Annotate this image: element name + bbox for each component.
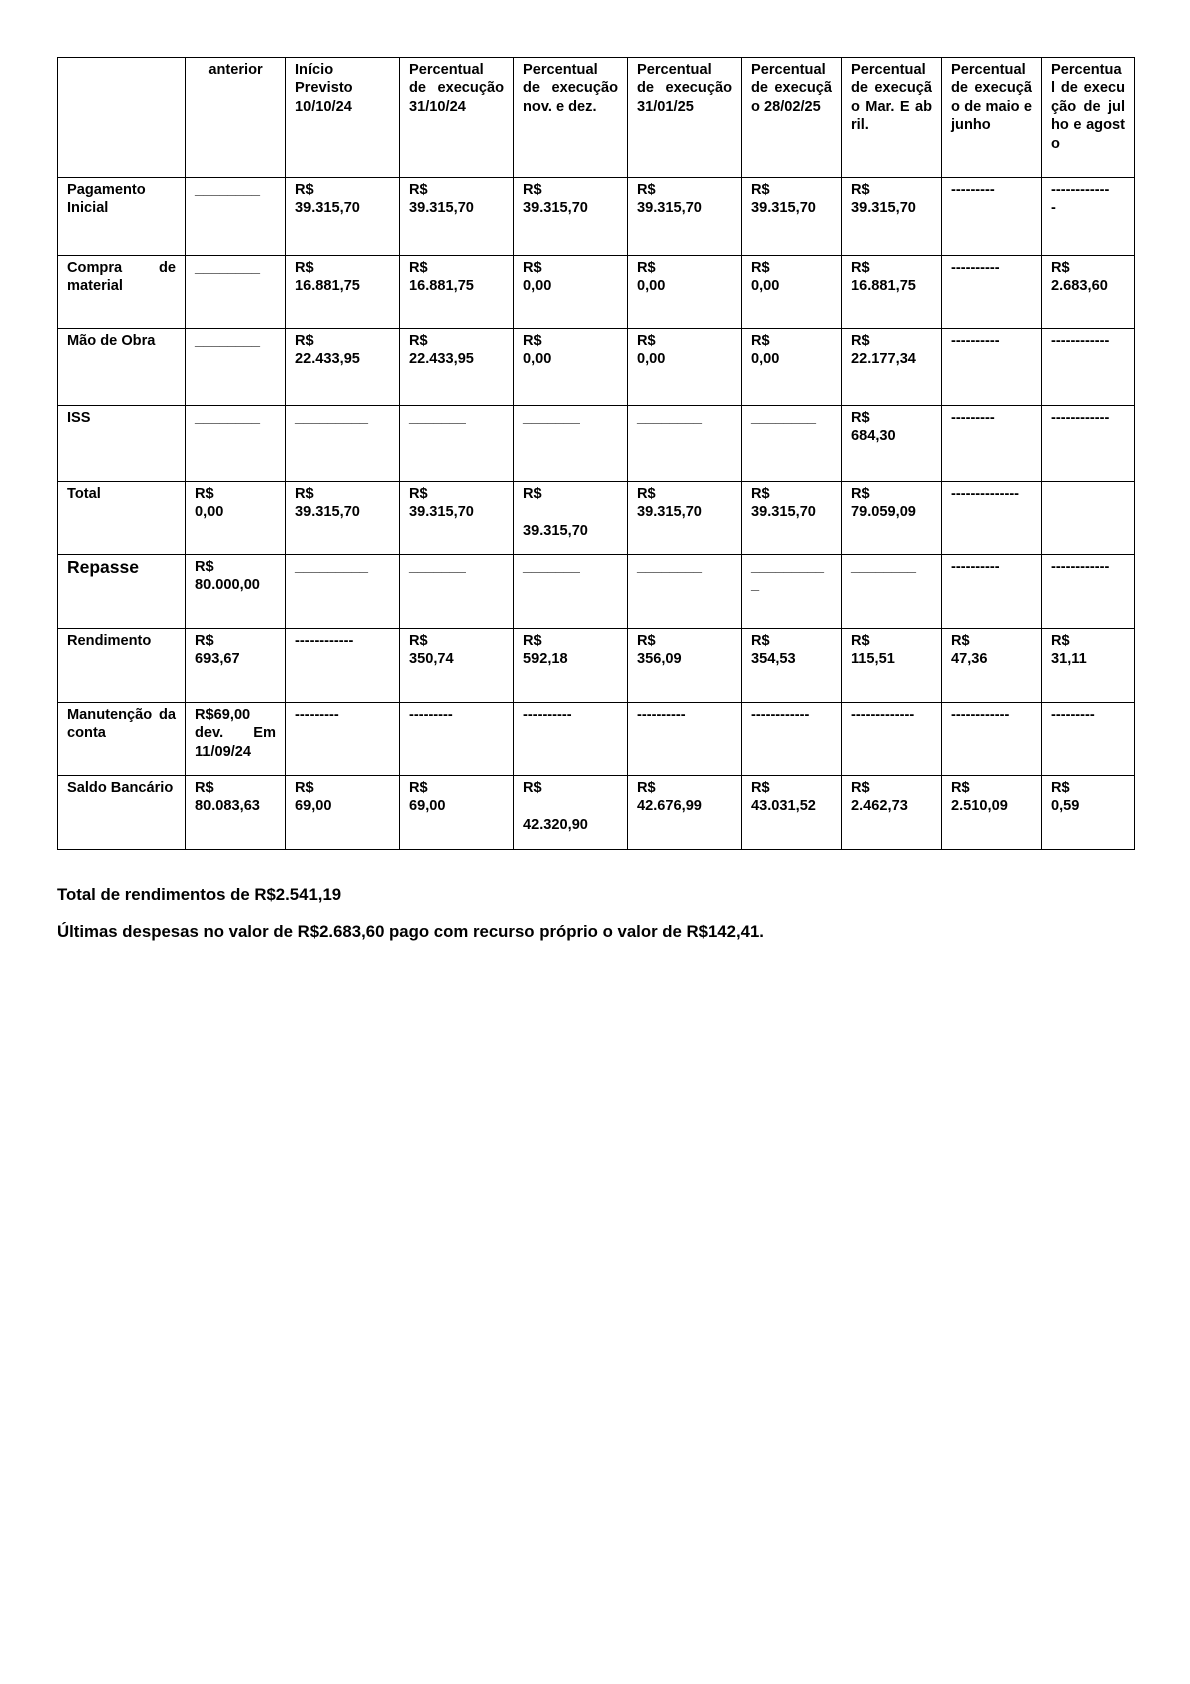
table-cell: R$ 39.315,70 (286, 178, 400, 256)
table-row (58, 629, 1135, 703)
table-cell: ________ (186, 178, 286, 256)
table-cell: ________ (628, 555, 742, 629)
table-cell: ---------- (942, 256, 1042, 329)
table-cell: --------- (942, 406, 1042, 482)
header-cell-inicio-previsto: Início Previsto 10/10/24 (286, 58, 400, 178)
table-cell: --------- (400, 703, 514, 776)
table-cell: R$ 592,18 (514, 629, 628, 703)
table-cell: ________ (742, 406, 842, 482)
table-cell: R$ 42.320,90 (514, 776, 628, 850)
table-cell: _______ (400, 555, 514, 629)
header-cell-anterior: anterior (186, 58, 286, 178)
table-cell: ---------- (942, 329, 1042, 406)
table-cell: R$ 16.881,75 (286, 256, 400, 329)
table-cell: R$ 39.315,70 (628, 178, 742, 256)
header-cell-nov-dez: Percentual de execução nov. e dez. (514, 58, 628, 178)
table-cell: -------------- (942, 482, 1042, 555)
header-cell-31-10-24: Percentual de execução 31/10/24 (400, 58, 514, 178)
header-cell-mar-abril: Percentual de execução Mar. E abril. (842, 58, 942, 178)
table-cell: R$ 79.059,09 (842, 482, 942, 555)
table-cell: ---------- (628, 703, 742, 776)
row-label-repasse: Repasse (58, 555, 186, 629)
table-row (58, 406, 1135, 482)
header-cell-julho-agosto: Percentual de execução de julho e agosto (1042, 58, 1135, 178)
table-cell: ---------- (942, 555, 1042, 629)
table-cell: R$ 22.433,95 (400, 329, 514, 406)
table-cell: R$ 0,00 (742, 329, 842, 406)
table-cell: ------------ (1042, 329, 1135, 406)
total-rendimentos-note: Total de rendimentos de R$2.541,19 (57, 885, 342, 904)
table-cell: R$ 356,09 (628, 629, 742, 703)
table-row (58, 329, 1135, 406)
table-cell: R$ 39.315,70 (742, 482, 842, 555)
table-cell: R$ 0,59 (1042, 776, 1135, 850)
table-cell: ------------ (1042, 555, 1135, 629)
header-cell-corner (58, 58, 186, 178)
header-cell-31-01-25: Percentual de execução 31/01/25 (628, 58, 742, 178)
table-cell: _______ (514, 406, 628, 482)
table-row (58, 482, 1135, 555)
table-cell: R$ 0,00 (742, 256, 842, 329)
table-cell: R$ 0,00 (628, 329, 742, 406)
table-cell: R$ 16.881,75 (400, 256, 514, 329)
table-cell: ________ (186, 329, 286, 406)
table-cell: R$ 39.315,70 (514, 178, 628, 256)
table-cell: ------------ (742, 703, 842, 776)
ultimas-despesas-note: Últimas despesas no valor de R$2.683,60 pago com recurso próprio o valor de R$142,41. (57, 922, 764, 941)
table-cell: R$ 39.315,70 (628, 482, 742, 555)
table-cell: R$ 39.315,70 (400, 178, 514, 256)
row-label-compra-de-material: Compra de material (58, 256, 186, 329)
table-cell: R$ 684,30 (842, 406, 942, 482)
table-cell: R$ 16.881,75 (842, 256, 942, 329)
header-cell-28-02-25: Percentual de execução 28/02/25 (742, 58, 842, 178)
table-cell: R$ 0,00 (514, 329, 628, 406)
table-cell: _______ (400, 406, 514, 482)
table-cell: R$ 69,00 (286, 776, 400, 850)
table-cell: R$ 39.315,70 (742, 178, 842, 256)
table-cell: R$ 80.000,00 (186, 555, 286, 629)
financial-execution-table (57, 57, 1135, 850)
table-row (58, 703, 1135, 776)
table-cell: R$ 39.315,70 (842, 178, 942, 256)
table-cell: ________ (186, 406, 286, 482)
table-cell: ---------- (514, 703, 628, 776)
table-cell: ________ (186, 256, 286, 329)
table-cell: R$ 0,00 (514, 256, 628, 329)
table-cell: ________ (628, 406, 742, 482)
row-label-pagamento-inicial: Pagamento Inicial (58, 178, 186, 256)
table-cell: R$ 80.083,63 (186, 776, 286, 850)
table-cell: R$ 39.315,70 (400, 482, 514, 555)
table-cell: ________ (842, 555, 942, 629)
table-row (58, 256, 1135, 329)
table-cell: _________ (286, 555, 400, 629)
table-cell: R$ 22.177,34 (842, 329, 942, 406)
table-cell: R$ 39.315,70 (286, 482, 400, 555)
table-cell: R$ 354,53 (742, 629, 842, 703)
table-cell: R$ 42.676,99 (628, 776, 742, 850)
table-cell: R$ 0,00 (628, 256, 742, 329)
table-row (58, 555, 1135, 629)
table-cell: R$ 69,00 (400, 776, 514, 850)
table-cell: _______ (514, 555, 628, 629)
table-row (58, 776, 1135, 850)
row-label-manutencao-da-conta: Manutenção da conta (58, 703, 186, 776)
table-cell: R$ 2.683,60 (1042, 256, 1135, 329)
header-row (58, 58, 1135, 178)
table-cell: R$ 39.315,70 (514, 482, 628, 555)
table-cell: R$ 115,51 (842, 629, 942, 703)
table-cell: ------------ (942, 703, 1042, 776)
table-cell: ------------- (842, 703, 942, 776)
table-cell: --------- (942, 178, 1042, 256)
row-label-mao-de-obra: Mão de Obra (58, 329, 186, 406)
table-cell: --------- (1042, 703, 1135, 776)
table-cell: R$ 2.510,09 (942, 776, 1042, 850)
table-cell: R$69,00 dev. Em 11/09/24 (186, 703, 286, 776)
table-cell: R$ 0,00 (186, 482, 286, 555)
row-label-total: Total (58, 482, 186, 555)
table-cell: ------------ - (1042, 178, 1135, 256)
table-cell: R$ 43.031,52 (742, 776, 842, 850)
table-cell: R$ 693,67 (186, 629, 286, 703)
table-cell: --------- (286, 703, 400, 776)
table-cell: ------------ (286, 629, 400, 703)
row-label-rendimento: Rendimento (58, 629, 186, 703)
table-cell: R$ 350,74 (400, 629, 514, 703)
row-label-saldo-bancario: Saldo Bancário (58, 776, 186, 850)
table-cell: _________ (286, 406, 400, 482)
table-row (58, 178, 1135, 256)
table-cell: _________ _ (742, 555, 842, 629)
table-cell: ------------ (1042, 406, 1135, 482)
row-label-iss: ISS (58, 406, 186, 482)
table-cell: R$ 47,36 (942, 629, 1042, 703)
table-cell: R$ 2.462,73 (842, 776, 942, 850)
table-cell: R$ 22.433,95 (286, 329, 400, 406)
header-cell-maio-junho: Percentual de execução de maio e junho (942, 58, 1042, 178)
table-cell (1042, 482, 1135, 555)
table-cell: R$ 31,11 (1042, 629, 1135, 703)
